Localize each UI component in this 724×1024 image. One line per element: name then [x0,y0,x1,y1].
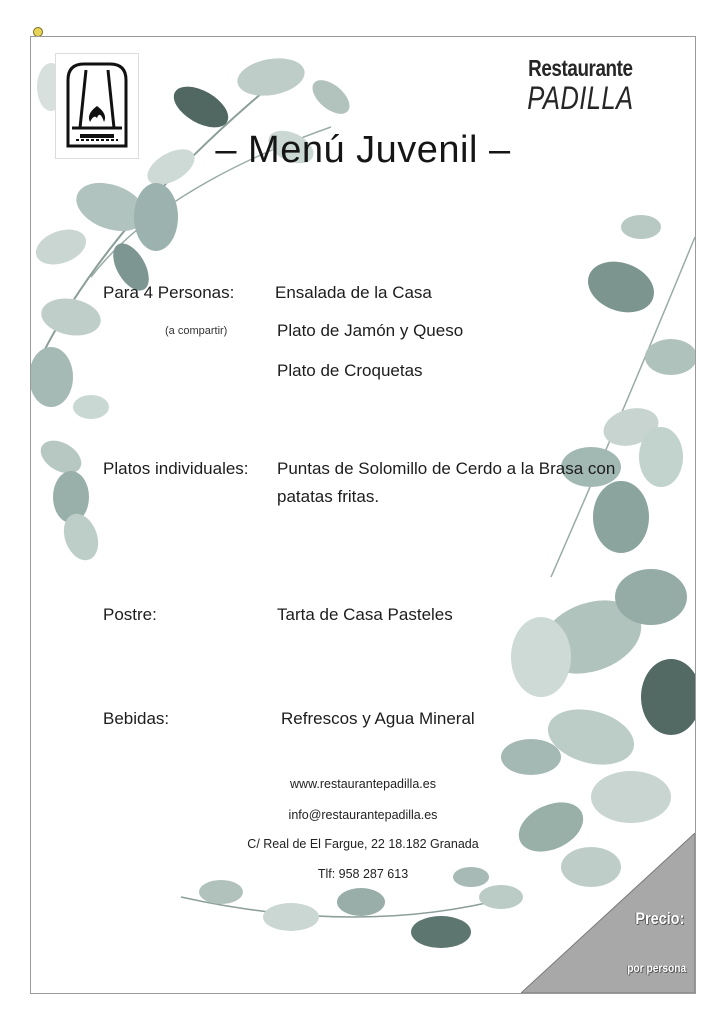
individual-line-1: Puntas de Solomillo de Cerdo a la Brasa con [277,459,616,478]
shared-item-1: Ensalada de la Casa [275,283,432,302]
brand-name: PADILLA [527,80,634,116]
dessert-label: Postre: [103,605,157,624]
brand-line-1: Restaurante [528,55,633,81]
individual-line-2: patatas fritas. [277,487,380,506]
drinks-item: Refrescos y Agua Mineral [281,709,475,728]
shared-item-3: Plato de Croquetas [277,361,423,380]
restaurant-brand [514,55,647,117]
individual-label: Platos individuales: [103,459,249,478]
drinks-label: Bebidas: [103,709,170,728]
price-label: Precio: [635,909,685,928]
phone: Tlf: 958 287 613 [317,867,409,881]
price-note: por persona [626,961,686,975]
shared-label: Para 4 Personas: [103,283,235,302]
menu-title: – Menú Juvenil – [215,129,511,171]
email-link[interactable]: info@restaurantepadilla.es [288,808,438,822]
shared-item-2: Plato de Jamón y Queso [277,321,464,340]
dessert-item: Tarta de Casa Pasteles [277,605,453,624]
address: C/ Real de El Fargue, 22 18.182 Granada [247,837,479,851]
website-link[interactable]: www.restaurantepadilla.es [290,777,436,791]
menu-page [30,36,696,994]
shared-note: (a compartir) [165,325,228,337]
